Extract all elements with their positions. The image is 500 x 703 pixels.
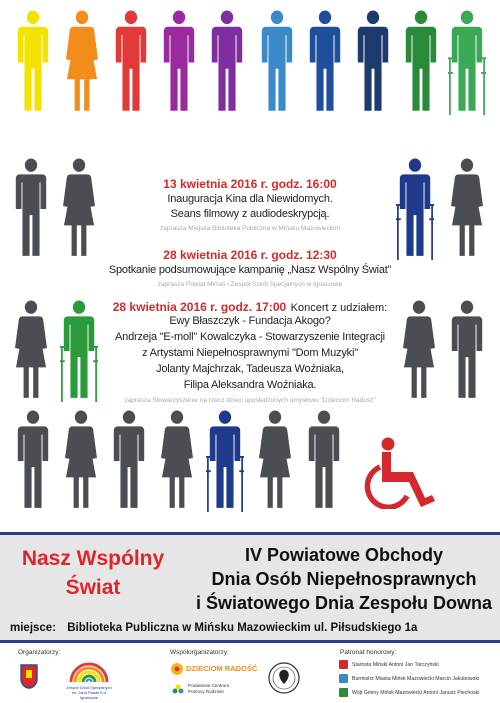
person-bottom-1: [14, 410, 52, 512]
coorganizers-label: Współorganizatorzy:: [170, 649, 229, 656]
venue: [10, 622, 417, 634]
pcpr-logo-text: Powiatowe Centrum Pomocy Rodzinie: [188, 683, 230, 694]
person-figure-5: [208, 10, 246, 115]
organizers-label: Organizatorzy:: [18, 649, 61, 656]
county-coat-of-arms-icon: [20, 664, 38, 690]
person-figure-3: [112, 10, 150, 115]
event-3-line-2: Andrzeja "E-moll" Kowalczyka - Stowarzyszenie Integracji: [115, 331, 385, 343]
person-bottom-7: [305, 410, 343, 512]
event-3-heading: [0, 298, 500, 316]
slogan-line-1: Nasz Wspólny: [21, 547, 165, 570]
burmistrz-crest-icon: [339, 674, 348, 683]
wojt-crest-icon: [339, 688, 348, 697]
event-3-line-5: Filipa Aleksandra Woźniaka.: [183, 379, 317, 391]
event-1-invite: zaprasza Miejska Biblioteka Publiczna w Mińsku Mazowieckim: [160, 225, 340, 232]
association-round-seal-icon: [268, 662, 300, 694]
dzieciom-radosc-icon: [170, 662, 184, 676]
honorary-label: Patronat honorowy:: [340, 649, 397, 656]
patron-1: Starosta Miński Antoni Jan Tarczyński: [352, 662, 439, 668]
person-bottom-3: [110, 410, 148, 512]
starosta-crest-icon: [339, 660, 348, 669]
event-3-line-4: Jolanty Majchrzak, Tadeusza Woźniaka,: [156, 363, 344, 375]
person-figure-6: [258, 10, 296, 115]
wheelchair-icon: [358, 437, 444, 509]
pcpr-logo-icon: [172, 683, 184, 695]
person-figure-2: [63, 10, 101, 115]
event-3-date-suffix: Koncert z udziałem:: [290, 302, 388, 314]
person-figure-9: [402, 10, 440, 115]
event-3-invite: zaprasza Stowarzyszenie na rzecz dzieci upośledzonych umysłowo "Dzieciom Radość": [124, 397, 376, 404]
person-bottom-4: [158, 410, 196, 512]
dzieciom-logo-text: DZIECIOM RADOŚĆ: [186, 664, 258, 673]
school-logo-text: Zespół Szkół Specjalnych im. Jana Pawła II w Ignacowie: [66, 685, 112, 700]
slogan-line-2: Świat: [65, 576, 121, 599]
person-figure-1: [14, 10, 52, 115]
venue-value: Biblioteka Publiczna w Mińsku Mazowieckim ul. Piłsudskiego 1a: [67, 622, 418, 634]
patron-2: Burmistrz Miasta Mińsk Mazowiecki Marcin Jakubowski: [352, 676, 480, 682]
event-1-line-2: Seans filmowy z audiodeskrypcją.: [170, 208, 330, 220]
event-3-line-1: Ewy Błaszczyk - Fundacja Akogo?: [169, 315, 331, 327]
person-figure-8: [354, 10, 392, 115]
event-2-date: 28 kwietnia 2016 r. godz. 12:30: [163, 248, 337, 262]
banner-top-border: [0, 532, 500, 535]
person-figure-7: [306, 10, 344, 115]
event-2-invite: zaprasza Powiat Miński i Zespół Szkół Specjalnych w Ignacowie: [157, 281, 343, 288]
person-bottom-2: [62, 410, 100, 512]
title-line-1: IV Powiatowe Obchody: [244, 545, 444, 565]
venue-label: miejsce:: [10, 622, 57, 634]
event-3-date: 28 kwietnia 2016 r. godz. 17:00: [112, 300, 287, 314]
person-figure-4: [160, 10, 198, 115]
patron-3: Wójt Gminy Mińsk Mazowiecki Antoni Janusz Piechoski: [352, 690, 480, 696]
banner-bottom-border: [0, 640, 500, 643]
title-line-2: Dnia Osób Niepełnosprawnych: [211, 569, 477, 589]
title-line-3: i Światowego Dnia Zespołu Downa: [195, 593, 493, 613]
person-figure-10: [448, 10, 486, 115]
event-2-line-1: Spotkanie podsumowujące kampanię „Nasz Wspólny Świat”: [108, 264, 392, 276]
person-bottom-6: [256, 410, 294, 512]
event-1-date: 13 kwietnia 2016 r. godz. 16:00: [163, 177, 337, 191]
event-3-line-3: z Artystami Niepełnosprawnymi "Dom Muzyki": [142, 347, 358, 359]
rainbow-logo-icon: [68, 660, 110, 684]
event-1-line-1: Inauguracja Kina dla Niewidomych.: [167, 193, 333, 205]
person-bottom-crutch: [206, 410, 244, 512]
